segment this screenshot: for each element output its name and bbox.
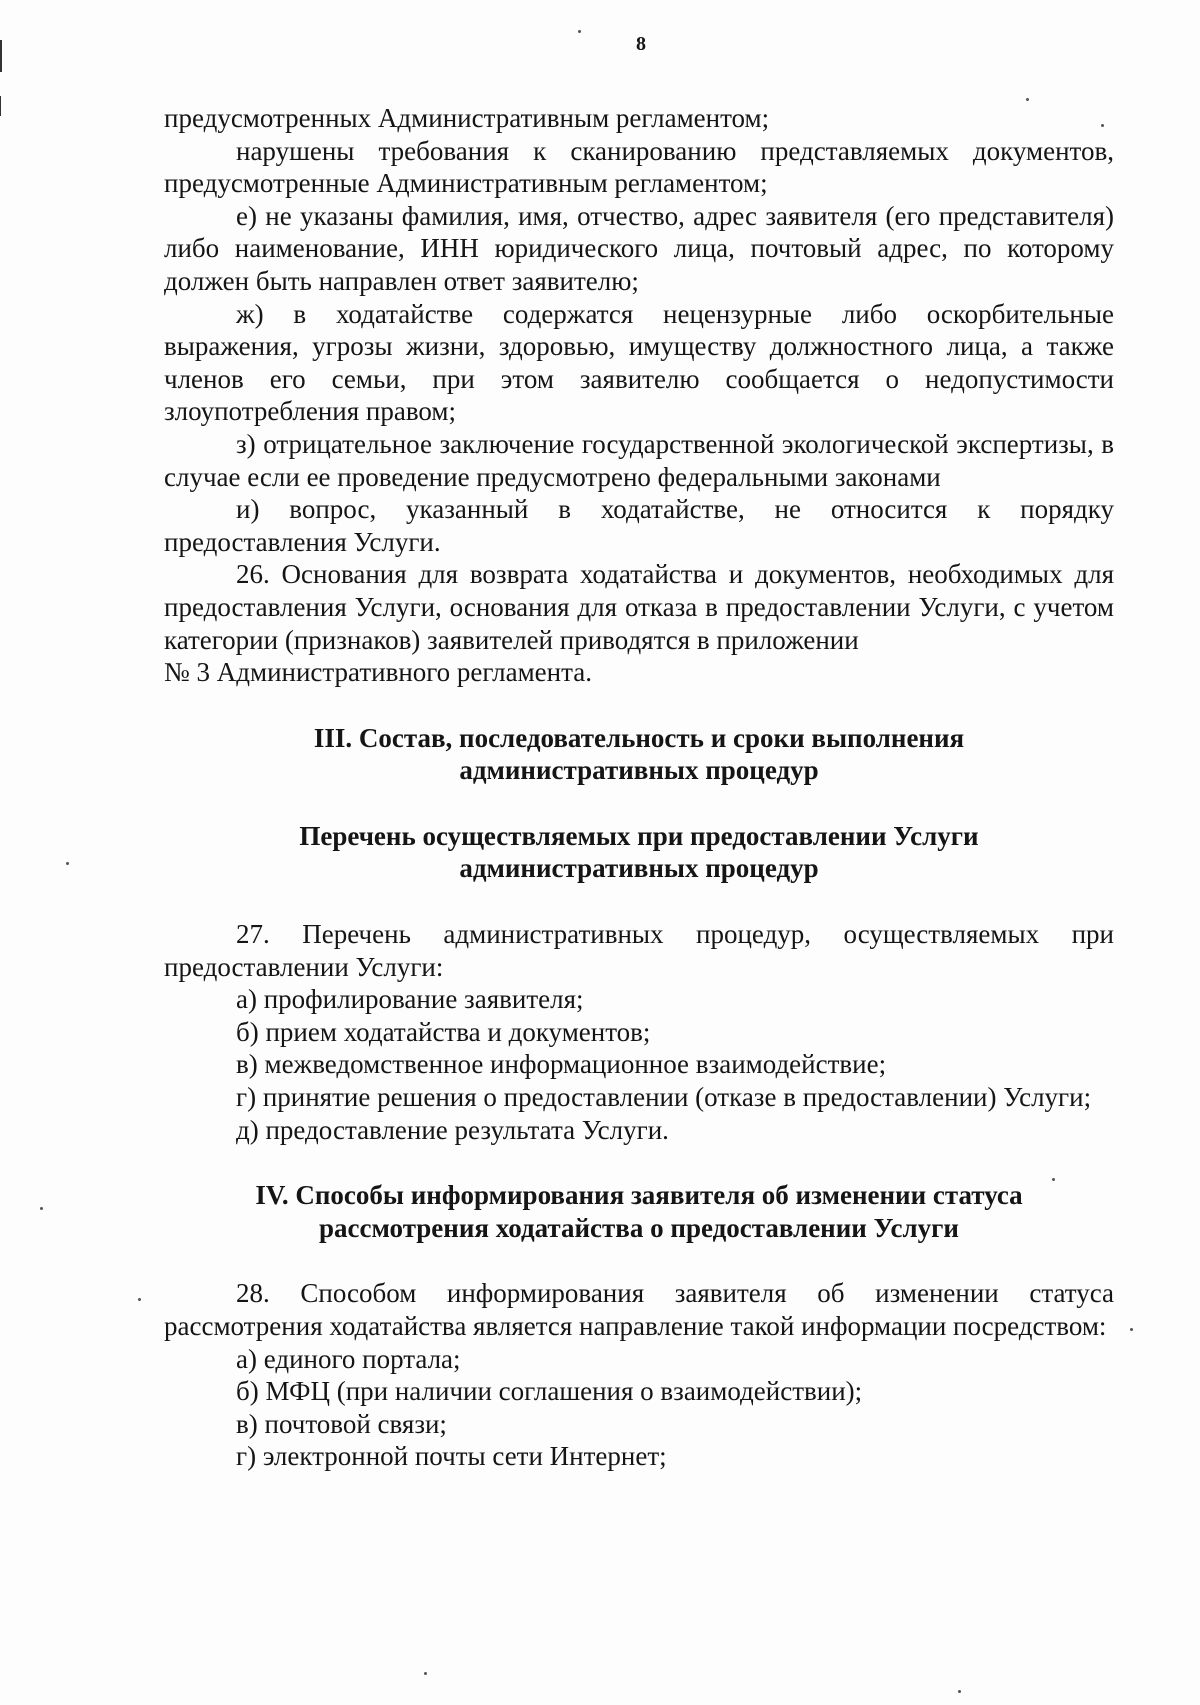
scan-speck	[958, 1690, 961, 1693]
procedures-heading-line: Перечень осуществляемых при предоставлении Услуги	[299, 820, 979, 851]
scan-speck	[578, 30, 581, 33]
document-body	[164, 102, 1114, 1473]
paragraph-26: 26. Основания для возврата ходатайства и документов, необходимых для предоставления Услуги, основания для отказа в предоставлении Услуги, с учетом категории (признаков) заявителей приводятся в приложении	[164, 559, 1114, 655]
procedures-list-heading	[164, 820, 1114, 885]
spacer	[164, 787, 1114, 820]
scan-speck	[1130, 1328, 1133, 1331]
list-item: в) почтовой связи;	[236, 1408, 447, 1439]
list-item: а) профилирование заявителя;	[236, 984, 584, 1015]
list-item: г) электронной почты сети Интернет;	[236, 1441, 667, 1472]
list-item: в) межведомственное информационное взаимодействие;	[236, 1049, 887, 1080]
scan-speck	[1101, 124, 1104, 127]
list-item: б) прием ходатайства и документов;	[236, 1016, 651, 1047]
procedures-heading-line: административных процедур	[459, 853, 819, 884]
section-3-heading-line: административных процедур	[459, 755, 819, 786]
paragraph: ж) в ходатайстве содержатся нецензурные либо оскорбительные выражения, угрозы жизни, здоровью, имуществу должностного лица, а также членов его семьи, при этом заявителю сообщается о недопустимости злоупотребления правом;	[164, 298, 1114, 427]
paragraph-27: 27. Перечень административных процедур, осуществляемых при предоставлении Услуги:	[164, 919, 1114, 982]
scan-speck	[1052, 1178, 1055, 1181]
paragraph: предусмотренных Административным регламентом;	[164, 103, 770, 133]
page-number: 8	[636, 33, 646, 55]
section-3-heading	[164, 722, 1114, 787]
scan-speck	[424, 1672, 427, 1675]
spacer	[164, 1146, 1114, 1179]
paragraph: е) не указаны фамилия, имя, отчество, адрес заявителя (его представителя) либо наименование, ИНН юридического лица, почтовый адрес, по которому должен быть направлен ответ заявителю;	[164, 200, 1114, 296]
spacer	[164, 885, 1114, 918]
scan-speck	[1026, 98, 1029, 101]
list-item: д) предоставление результата Услуги.	[236, 1114, 669, 1145]
section-3-heading-line: III. Состав, последовательность и сроки выполнения	[313, 722, 965, 753]
section-4-heading	[164, 1179, 1114, 1244]
scan-edge-mark	[0, 96, 1, 116]
paragraph: и) вопрос, указанный в ходатайстве, не относится к порядку предоставления Услуги.	[164, 494, 1114, 557]
scan-speck	[66, 862, 69, 865]
paragraph-28: 28. Способом информирования заявителя об изменении статуса рассмотрения ходатайства является направление такой информации посредством:	[164, 1278, 1114, 1341]
section-4-heading-line: рассмотрения ходатайства о предоставлении Услуги	[319, 1212, 959, 1243]
spacer	[164, 689, 1114, 722]
section-4-heading-line: IV. Способы информирования заявителя об изменении статуса	[255, 1180, 1023, 1211]
scan-speck	[138, 1298, 141, 1301]
list-item: б) МФЦ (при наличии соглашения о взаимодействии);	[236, 1376, 863, 1407]
list-item: а) единого портала;	[236, 1343, 461, 1374]
paragraph: нарушены требования к сканированию представляемых документов, предусмотренные Административным регламентом;	[164, 135, 1114, 199]
list-item: г) принятие решения о предоставлении (отказе в предоставлении) Услуги;	[236, 1082, 1092, 1113]
paragraph: № 3 Административного регламента.	[164, 657, 592, 688]
paragraph: з) отрицательное заключение государственной экологической экспертизы, в случае если ее проведение предусмотрено федеральными законами	[164, 428, 1114, 492]
spacer	[164, 1244, 1114, 1277]
scan-speck	[40, 1207, 43, 1210]
